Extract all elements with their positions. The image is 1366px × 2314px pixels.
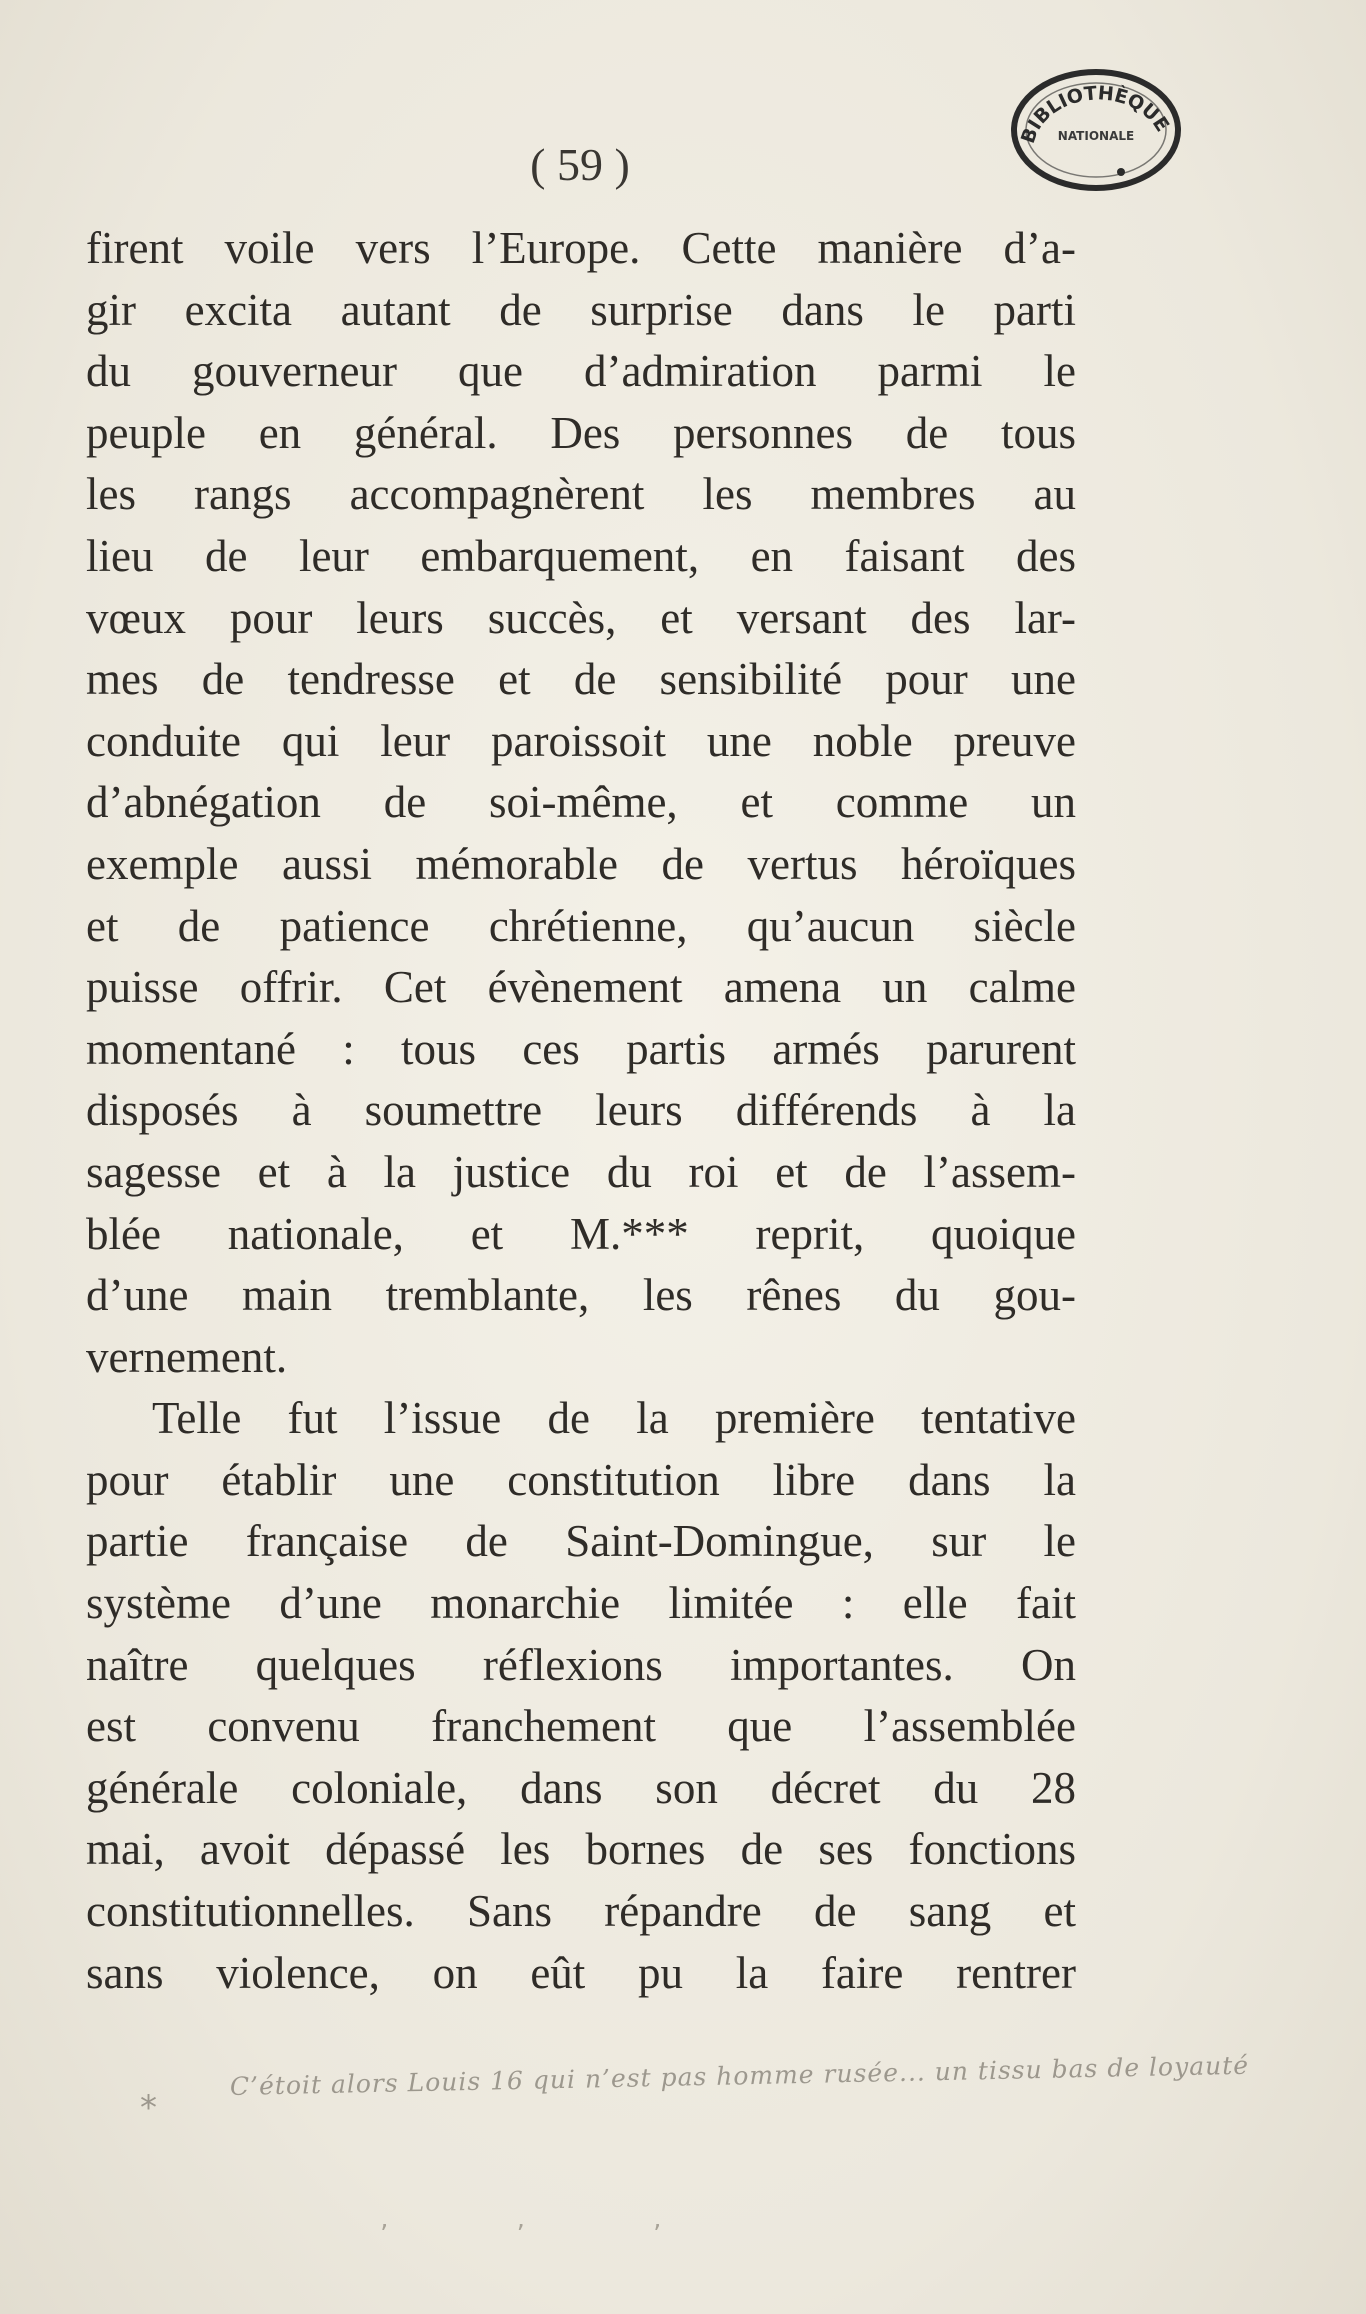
text-line: mes de tendresse et de sensibilité pour une [86, 654, 1076, 705]
text-line: générale coloniale, dans son décret du 28 [86, 1762, 1076, 1813]
text-line: momentané : tous ces partis armés parurent [86, 1023, 1076, 1074]
page-number: ( 59 ) [530, 139, 630, 190]
text-line: peuple en général. Des personnes de tous [86, 407, 1076, 458]
text-line: disposés à soumettre leurs différends à la [86, 1085, 1076, 1136]
text-line: naître quelques réflexions importantes. On [86, 1639, 1076, 1690]
stamp-top-text: BIBLIOTHÈQUE [1017, 82, 1174, 147]
text-line: puisse offrir. Cet évènement amena un calme [86, 962, 1076, 1013]
text-line: partie française de Saint-Domingue, sur le [86, 1516, 1076, 1567]
text-line: sans violence, on eût pu la faire rentrer [86, 1947, 1076, 1998]
text-line: pour établir une constitution libre dans la [86, 1454, 1076, 1505]
text-line: et de patience chrétienne, qu’aucun siècle [86, 900, 1076, 951]
text-line: firent voile vers l’Europe. Cette manière d’a- [86, 223, 1076, 273]
stamp-inner-text: NATIONALE [1057, 129, 1135, 143]
text-line: d’une main tremblante, les rênes du gou- [86, 1270, 1076, 1321]
handwritten-annotation: C’étoit alors Louis 16 qui n’est pas homme rusée... un tissu bas de loyauté [229, 2050, 1250, 2101]
text-line: exemple aussi mémorable de vertus héroïques [86, 838, 1076, 889]
text-line: lieu de leur embarquement, en faisant des [86, 530, 1076, 581]
text-line: mai, avoit dépassé les bornes de ses fonctions [86, 1824, 1076, 1875]
text-line: gir excita autant de surprise dans le parti [86, 284, 1076, 335]
text-line: est convenu franchement que l’assemblée [86, 1701, 1076, 1752]
text-line: les rangs accompagnèrent les membres au [86, 469, 1076, 520]
text-line: du gouverneur que d’admiration parmi le [86, 346, 1076, 397]
footnote-marker: * [140, 2088, 157, 2128]
library-stamp [1003, 60, 1189, 196]
text-line: vœux pour leurs succès, et versant des lar- [86, 592, 1076, 643]
body-text [86, 218, 1076, 2004]
text-line: d’abnégation de soi-même, et comme un [86, 777, 1076, 828]
text-line: vernement. [86, 1331, 288, 1382]
text-line: conduite qui leur paroissoit une noble preuve [86, 715, 1076, 766]
bottom-marks: ’ ’ ’ [380, 2220, 722, 2250]
paragraph-start-line: Telle fut l’issue de la première tentative [152, 1393, 1076, 1444]
text-line: blée nationale, et M.*** reprit, quoique [86, 1208, 1076, 1259]
text-line: constitutionnelles. Sans répandre de sang et [86, 1886, 1076, 1937]
text-line: sagesse et à la justice du roi et de l’assem- [86, 1146, 1076, 1197]
text-line: système d’une monarchie limitée : elle fait [86, 1578, 1076, 1629]
